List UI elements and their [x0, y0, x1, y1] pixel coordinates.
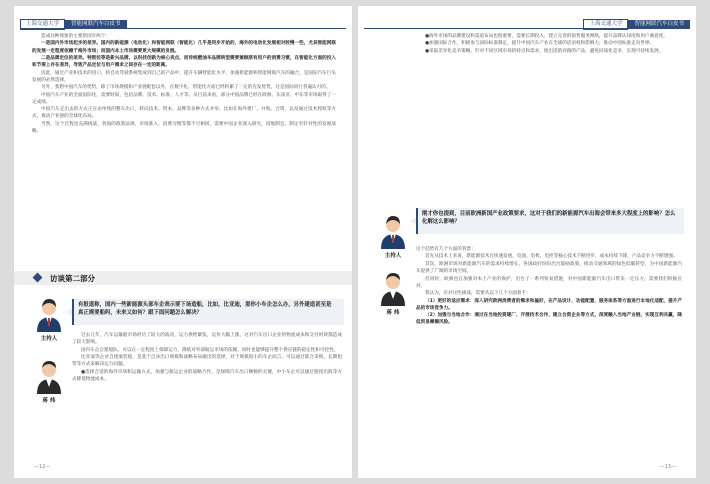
- paragraph: 其次，欧洲市场对新能源汽车的需求持续增长，各国政府纷纷出台鼓励政策，推动交通领域的绿色低碳转型，为中国新能源汽车提供了广阔的市场空间。: [416, 261, 682, 275]
- right-page: [358, 6, 696, 478]
- paragraph: 但同时，欧洲也在加强对本土产业的保护，出台了一系列贸易措施，对中国新能源汽车出口带来一定压力，需要我们积极应对。: [416, 276, 682, 289]
- header-secondary: 智能网联汽车白皮书: [628, 20, 690, 29]
- paragraph: 国内车企自建船队，可以在一定程度上保障运力，降低对外部航运市场的依赖，同时也能够提升整个供应链的稳定性和可控性。: [81, 347, 339, 353]
- right-body-text: [416, 33, 682, 171]
- paragraph: 中国汽车走出去的方式正在由单纯的整车出口，转向技术、资本、品牌等多种方式并举。比如在海外建厂、并购、合资，以及通过技术授权等方式，推动产业链的全球化布局。: [32, 107, 336, 120]
- guest-avatar-icon: [378, 268, 408, 306]
- header-primary: 上海交通大学: [20, 19, 65, 30]
- page-number: —12—: [34, 464, 51, 470]
- paragraph: 另外，我想中国汽车的优势，除了市场规模和产业链配套以外，在数字化、智能化方面已经积累了一定的先发优势，这是国际同行普遍认可的。: [41, 85, 331, 91]
- paragraph: ●海外市场的品牌建设和渠道布局也很重要，需要长期投入，建立完善的销售服务网络，提升品牌认知度和用户满意度。: [425, 34, 668, 39]
- page-number: —13—: [659, 464, 676, 470]
- paragraph: 因此，通过产业和技术的进口，将自动驾驶系统集成到自己的产品中，提升车辆智能化水平，加速新能源和智能网联汽车的融合，是国际汽车巨头发展的必然选择。: [32, 70, 336, 83]
- left-page: [14, 6, 352, 478]
- paragraph: 当然，这个过程也充满挑战，各国的政策法规、市场准入、消费习惯等都不尽相同，需要中国企业深入研究，因地制宜，制定有针对性的发展战略。: [32, 121, 336, 134]
- header-secondary: 智能网联汽车白皮书: [65, 20, 127, 29]
- header-rule: [20, 28, 346, 29]
- header-primary: 上海交通大学: [583, 19, 628, 30]
- paragraph: 首先从技术上来说，新能源技术在快速发展，电池、电机、电控等核心技术不断进步，成本持续下降，产品竞争力不断增强。: [425, 254, 678, 260]
- host-avatar-icon: [34, 294, 64, 332]
- paragraph: （1）更好的适应需求：深入研究欧洲消费者的需求和偏好，在产品设计、功能配置、服务体系等方面进行本地化适配，提升产品的市场竞争力。: [416, 298, 682, 311]
- answer-text: [416, 246, 682, 456]
- paragraph: 一是国内外市场起步的差异。国内的新能源（电动化）和智能网联（智能化）几乎是同步开始的，海外的电动化发展相对较慢一些，尤其智能网联的发展一定程度依赖于海外市场；而国内本土市场需要更大规模的发展。: [32, 41, 336, 54]
- paragraph: 比亚迪等企业自建滚装船，是基于自身出口规模和战略布局做出的选择，对于规模较小的车企而言，可以通过联合采购、长期租赁等方式来解决运力问题。: [72, 355, 342, 368]
- paragraph: 过去几年，汽车运输船市场经历了较大的波动，运力供给紧张，运价大幅上涨，这对汽车出口企业的物流成本和交付时效都造成了较大影响。: [72, 333, 342, 346]
- header-rule: [364, 28, 690, 29]
- host-name: 主持人: [384, 253, 402, 259]
- guest-name: 蒋 炜: [42, 398, 56, 404]
- paragraph: 中国汽车产业的全面国际化，需要时间，包括品牌、技术、标准、人才等。从目前来看，部分中国品牌已经在欧洲、东南亚、中东等市场取得了一定成绩。: [32, 92, 336, 105]
- question-text: 刚才你也提到，目前欧洲新国产业政策要求，这对于我们的新能源汽车出海会带来多大程度上的影响？怎么化解这么影响？: [422, 211, 676, 225]
- section-title: 访谈第二部分: [50, 274, 95, 283]
- paragraph: 这个趋势有几个方面的背景：: [416, 247, 476, 252]
- paragraph: 二是品牌定位的差异。特斯拉等是新兴品牌，以科技创新为核心卖点，而传统燃油车品牌转型需要兼顾原有用户的消费习惯，在智能化方面的投入和节奏上存在差异，导致产品定位与用户需求之间存在一定的距离。: [32, 56, 336, 69]
- paragraph: ●采取差异化竞争策略，针对不同区域市场的特点和需求，推出适销对路的产品，避免同质化竞争，实现可持续发展。: [425, 48, 664, 54]
- answer-text: [72, 332, 342, 452]
- paragraph: 造成这种现象的主要原因有两个：: [41, 34, 110, 39]
- paragraph: （2）加强与当地合作：通过在当地投资建厂、开展技术合作、建立合资企业等方式，深度融入当地产业链，实现互利共赢，降低贸易摩擦风险。: [416, 313, 682, 326]
- guest-avatar-icon: [34, 356, 64, 394]
- question-text: 有报道称，国内一些新能源头部车企表示要下场造船，比如，比亚迪，那你小车企怎么办，另外建造甚至是真正需要船吗，未来又如何？跟下面问题怎么解决？: [78, 302, 332, 316]
- paragraph: ●加强国际合作，积极参与国际标准制定，提升中国汽车产业在全球的话语权和影响力，推动中国标准走向世界。: [425, 41, 655, 47]
- paragraph: ●选择合适的海外市场和运输方式，加强与航运企业的战略合作，是保障汽车出口顺畅的关键，中小车企可以通过抱团出海等方式降低物流成本。: [72, 369, 342, 382]
- host-avatar-icon: [378, 211, 408, 249]
- paragraph: 我认为，应对这些挑战，需要从以下几个方面着手：: [425, 291, 531, 297]
- guest-name: 蒋 炜: [386, 310, 400, 316]
- host-name: 主持人: [40, 336, 58, 342]
- left-body-text: [32, 33, 336, 266]
